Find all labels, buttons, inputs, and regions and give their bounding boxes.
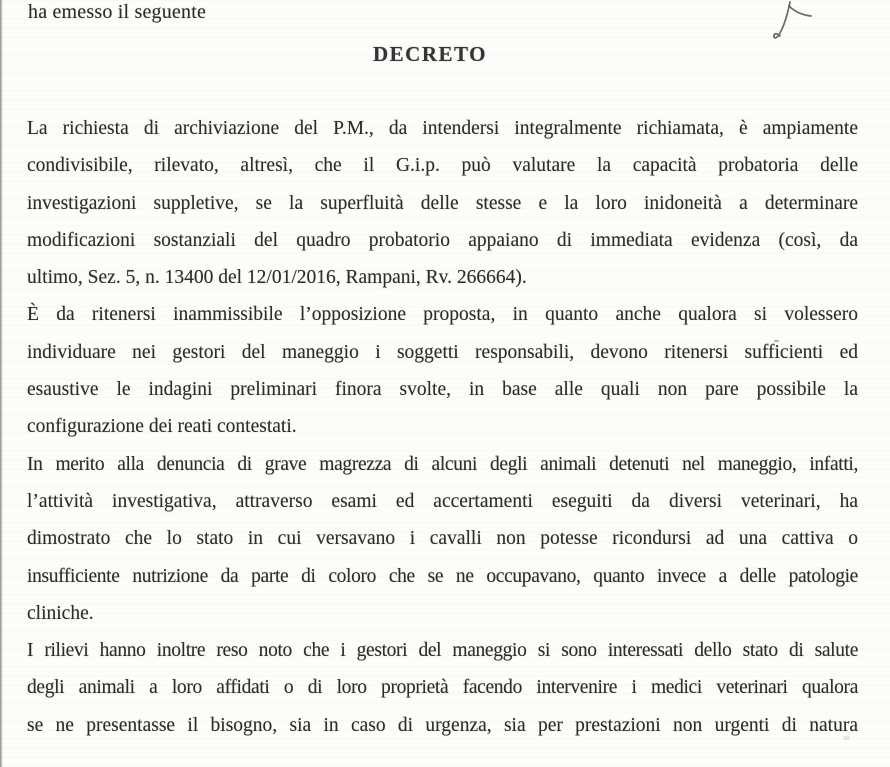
decree-body <box>27 110 858 744</box>
body-line: individuare nei gestori del maneggio i soggetti responsabili, devono ritenersi sufficienti ed <box>27 341 858 363</box>
decree-title: DECRETO <box>373 42 487 66</box>
scan-speck <box>843 736 850 740</box>
body-line: È da ritenersi inammissibile l’opposizione proposta, in quanto anche qualora si volessero <box>27 304 858 326</box>
body-line: I rilievi hanno inoltre reso noto che i gestori del maneggio si sono interessati dello stato di salute <box>27 640 858 662</box>
body-line: In merito alla denuncia di grave magrezza di alcuni degli animali detenuti nel maneggio, infatti, <box>27 453 858 475</box>
body-line: dimostrato che lo stato in cui versavano i cavalli non potesse ricondursi ad una cattiva o <box>27 528 858 550</box>
body-line: l’attività investigativa, attraverso esami ed accertamenti eseguiti da diversi veterinari, ha <box>27 490 858 512</box>
body-line: esaustive le indagini preliminari finora svolte, in base alle quali non pare possibile la <box>27 379 858 401</box>
body-line: insufficiente nutrizione da parte di coloro che se ne occupavano, quanto invece a delle patologie <box>27 565 858 587</box>
intro-line: ha emesso il seguente <box>28 1 207 23</box>
scanner-edge-artifact <box>0 0 3 767</box>
body-line: configurazione dei reati contestati. <box>27 416 297 438</box>
body-line: La richiesta di archiviazione del P.M., da intendersi integralmente richiamata, è ampiamente <box>27 118 858 139</box>
body-line: ultimo, Sez. 5, n. 13400 del 12/01/2016, Rampani, Rv. 266664). <box>27 267 527 289</box>
body-line: degli animali a loro affidati o di loro proprietà facendo intervenire i medici veterinari qualora <box>27 677 858 699</box>
body-line: investigazioni suppletive, se la superfluità delle stesse e la loro inidoneità a determinare <box>27 192 858 214</box>
scan-speck <box>774 340 779 342</box>
body-line: modificazioni sostanziali del quadro probatorio appaiano di immediata evidenza (così, da <box>27 229 858 251</box>
body-line: condivisibile, rilevato, altresì, che il G.i.p. può valutare la capacità probatoria delle <box>27 155 858 177</box>
body-line: se ne presentasse il bisogno, sia in caso di urgenza, sia per prestazioni non urgenti di natura <box>27 714 858 736</box>
body-line: cliniche. <box>27 602 94 624</box>
